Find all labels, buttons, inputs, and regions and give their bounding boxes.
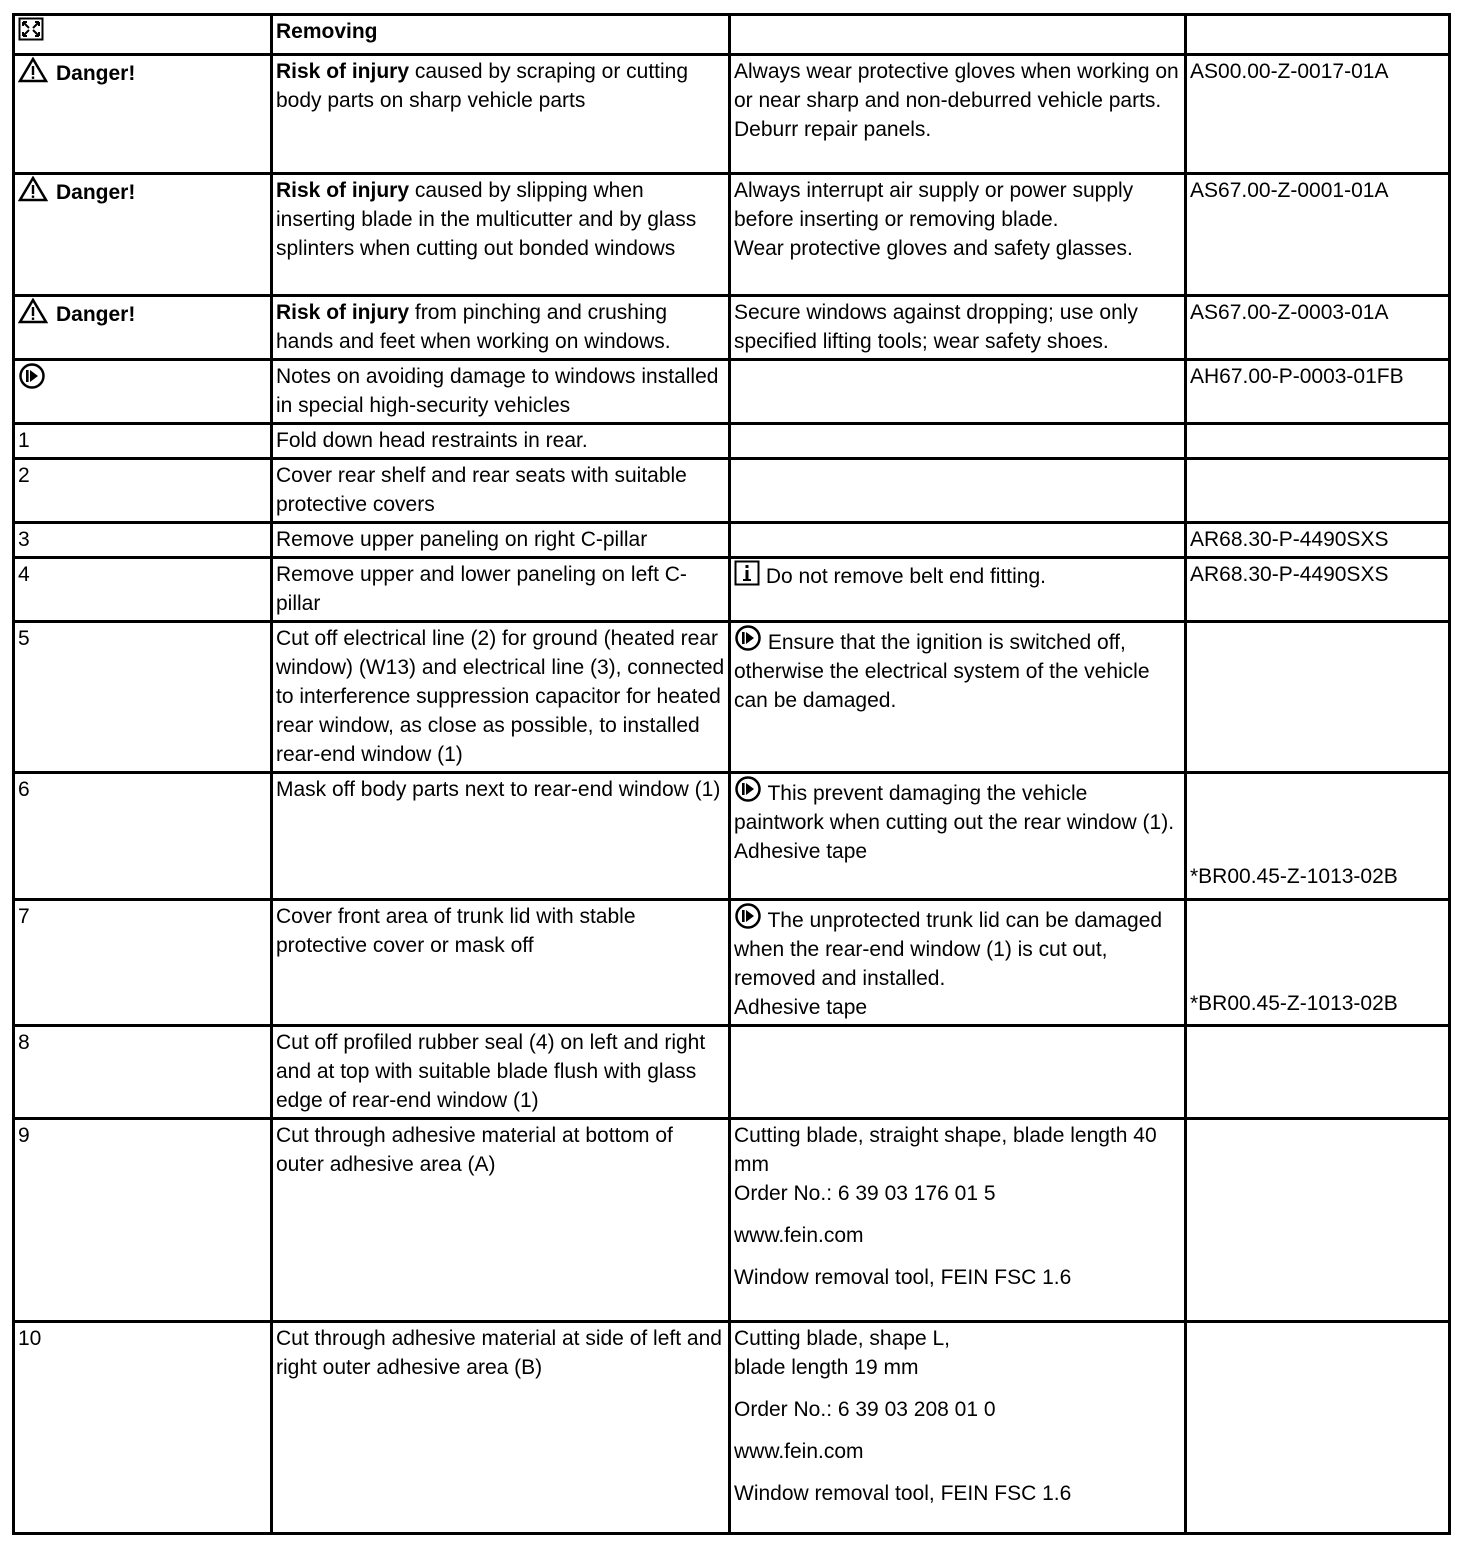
- expand-icon: [18, 17, 44, 41]
- ref-code: AS00.00-Z-0017-01A: [1186, 55, 1450, 174]
- note-text: Notes on avoiding damage to windows installed in special high-security vehicles: [272, 360, 730, 424]
- note-row: [14, 360, 1450, 424]
- warning-icon: [18, 176, 48, 202]
- tool-line: blade length 19 mm: [734, 1356, 919, 1379]
- step-row: [14, 773, 1450, 900]
- tool-link[interactable]: www.fein.com: [734, 1440, 864, 1463]
- danger-label: Danger!: [56, 62, 136, 85]
- ref-code: AH67.00-P-0003-01FB: [1186, 360, 1450, 424]
- step-row: [14, 900, 1450, 1026]
- step-text: Cover rear shelf and rear seats with suitable protective covers: [272, 459, 730, 523]
- note-text: Ensure that the ignition is switched off, otherwise the electrical system of the vehicle can be damaged.: [734, 631, 1150, 712]
- header-row: [14, 15, 1450, 55]
- procedure-table: [12, 13, 1451, 1535]
- tool-line: Cutting blade, straight shape, blade length 40 mm: [734, 1124, 1157, 1176]
- step-number: 4: [14, 558, 272, 622]
- remedy-text: Secure windows against dropping; use only specified lifting tools; wear safety shoes.: [734, 301, 1138, 353]
- risk-label: Risk of injury: [276, 60, 410, 83]
- remedy-text: Always wear protective gloves when working on or near sharp and non-deburred vehicle parts.: [734, 60, 1179, 112]
- danger-label: Danger!: [56, 303, 136, 326]
- step-text: Cut through adhesive material at bottom of outer adhesive area (A): [272, 1119, 730, 1322]
- note-icon: [734, 775, 762, 803]
- danger-text: from pinching and crushing hands and feet when working on windows.: [276, 301, 671, 353]
- step-number: 7: [14, 900, 272, 1026]
- danger-row: [14, 296, 1450, 360]
- step-row: [14, 622, 1450, 773]
- step-text: Remove upper and lower paneling on left C-pillar: [272, 558, 730, 622]
- note-text: This prevent damaging the vehicle paintwork when cutting out the rear window (1).: [734, 782, 1175, 834]
- tool-name: Adhesive tape: [734, 840, 868, 863]
- step-number: 6: [14, 773, 272, 900]
- step-text: Cut off profiled rubber seal (4) on left and right and at top with suitable blade flush with glass edge of rear-end window (1): [272, 1026, 730, 1119]
- danger-label: Danger!: [56, 181, 136, 204]
- note-text: The unprotected trunk lid can be damaged when the rear-end window (1) is cut out, removed and installed.: [734, 909, 1163, 990]
- step-text: Fold down head restraints in rear.: [272, 424, 730, 459]
- ref-code: *BR00.45-Z-1013-02B: [1190, 865, 1398, 888]
- remedy-text: Deburr repair panels.: [734, 118, 932, 141]
- danger-row: [14, 174, 1450, 296]
- info-text: Do not remove belt end fitting.: [765, 565, 1047, 588]
- step-number: 1: [14, 424, 272, 459]
- danger-row: [14, 55, 1450, 174]
- step-text: Cover front area of trunk lid with stable protective cover or mask off: [272, 900, 730, 1026]
- step-number: 8: [14, 1026, 272, 1119]
- info-icon: [734, 560, 760, 586]
- warning-icon: [18, 298, 48, 324]
- tool-line: Cutting blade, shape L,: [734, 1327, 950, 1350]
- tool-line: Window removal tool, FEIN FSC 1.6: [734, 1266, 1072, 1289]
- note-icon: [734, 624, 762, 652]
- step-row: [14, 424, 1450, 459]
- remedy-text: Wear protective gloves and safety glasses.: [734, 237, 1133, 260]
- step-row: [14, 1322, 1450, 1534]
- tool-line: Order No.: 6 39 03 208 01 0: [734, 1398, 996, 1421]
- ref-code: AR68.30-P-4490SXS: [1186, 523, 1450, 558]
- ref-code: AS67.00-Z-0003-01A: [1186, 296, 1450, 360]
- risk-label: Risk of injury: [276, 179, 410, 202]
- step-text: Remove upper paneling on right C-pillar: [272, 523, 730, 558]
- danger-text: caused by scraping or cutting body parts on sharp vehicle parts: [276, 60, 689, 112]
- tool-line: Window removal tool, FEIN FSC 1.6: [734, 1482, 1072, 1505]
- ref-code: AS67.00-Z-0001-01A: [1186, 174, 1450, 296]
- step-number: 5: [14, 622, 272, 773]
- remedy-text: Always interrupt air supply or power supply before inserting or removing blade.: [734, 179, 1134, 231]
- header-title: Removing: [272, 15, 730, 55]
- step-number: 3: [14, 523, 272, 558]
- ref-code: *BR00.45-Z-1013-02B: [1190, 992, 1398, 1015]
- danger-text: caused by slipping when inserting blade in the multicutter and by glass splinters when cutting out bonded windows: [276, 179, 697, 260]
- step-text: Mask off body parts next to rear-end window (1): [272, 773, 730, 900]
- step-row: [14, 523, 1450, 558]
- tool-name: Adhesive tape: [734, 996, 868, 1019]
- step-text: Cut off electrical line (2) for ground (heated rear window) (W13) and electrical line (3), connected to interference suppression capacitor for heated rear window, as close as possible, to installed rear-end window (1): [272, 622, 730, 773]
- tool-link[interactable]: www.fein.com: [734, 1224, 864, 1247]
- warning-icon: [18, 57, 48, 83]
- note-icon: [18, 362, 46, 390]
- step-number: 10: [14, 1322, 272, 1534]
- step-row: [14, 558, 1450, 622]
- ref-code: AR68.30-P-4490SXS: [1186, 558, 1450, 622]
- step-row: [14, 1026, 1450, 1119]
- step-number: 9: [14, 1119, 272, 1322]
- step-row: [14, 459, 1450, 523]
- note-icon: [734, 902, 762, 930]
- step-row: [14, 1119, 1450, 1322]
- risk-label: Risk of injury: [276, 301, 410, 324]
- tool-line: Order No.: 6 39 03 176 01 5: [734, 1182, 996, 1205]
- header-icon-cell: [14, 15, 272, 55]
- step-number: 2: [14, 459, 272, 523]
- step-text: Cut through adhesive material at side of left and right outer adhesive area (B): [272, 1322, 730, 1534]
